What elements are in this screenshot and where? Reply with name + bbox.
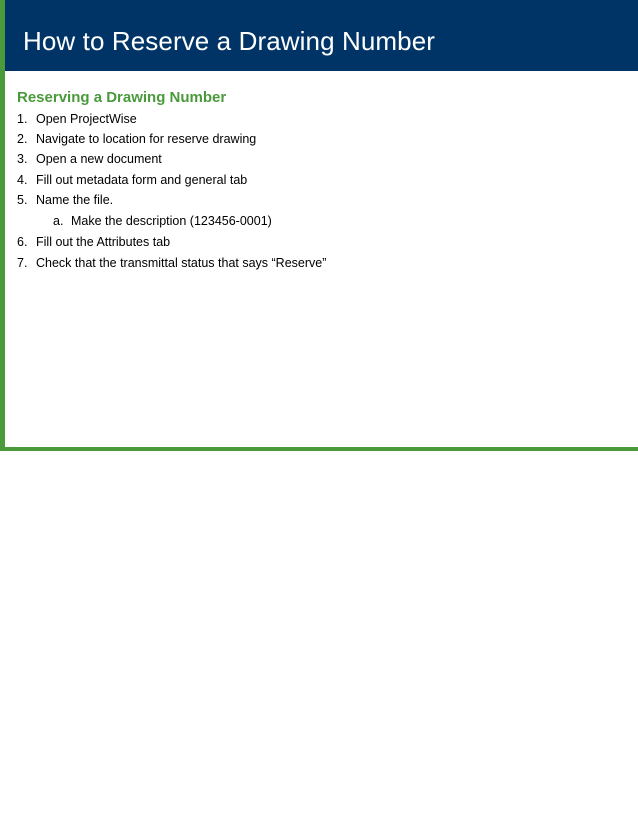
list-item <box>17 112 137 126</box>
list-item-number: 1. <box>17 112 28 126</box>
list-item <box>17 235 170 249</box>
list-item-text: Fill out metadata form and general tab <box>36 173 248 187</box>
sub-list-item-letter: a. <box>53 214 64 228</box>
list-item <box>17 256 326 270</box>
list-item-number: 7. <box>17 256 28 270</box>
list-item-number: 4. <box>17 173 28 187</box>
list-item-text: Navigate to location for reserve drawing <box>36 132 257 146</box>
list-item-text: Open a new document <box>36 152 162 166</box>
list-item-number: 2. <box>17 132 28 146</box>
list-item <box>17 132 256 146</box>
list-item-text: Check that the transmittal status that says “Reserve” <box>36 256 327 270</box>
sub-list-item-text: Make the description (123456-0001) <box>71 214 272 228</box>
list-item-number: 3. <box>17 152 28 166</box>
sub-list-item <box>53 214 272 228</box>
list-item-text: Name the file. <box>36 193 114 207</box>
list-item-text: Fill out the Attributes tab <box>36 235 171 249</box>
list-item-number: 5. <box>17 193 28 207</box>
page-title: How to Reserve a Drawing Number <box>23 26 436 56</box>
list-item <box>17 152 162 166</box>
title-bar <box>5 0 638 71</box>
section-heading: Reserving a Drawing Number <box>17 89 227 106</box>
list-item <box>17 173 247 187</box>
list-item <box>17 193 113 207</box>
list-item-number: 6. <box>17 235 28 249</box>
list-item-text: Open ProjectWise <box>36 112 137 126</box>
